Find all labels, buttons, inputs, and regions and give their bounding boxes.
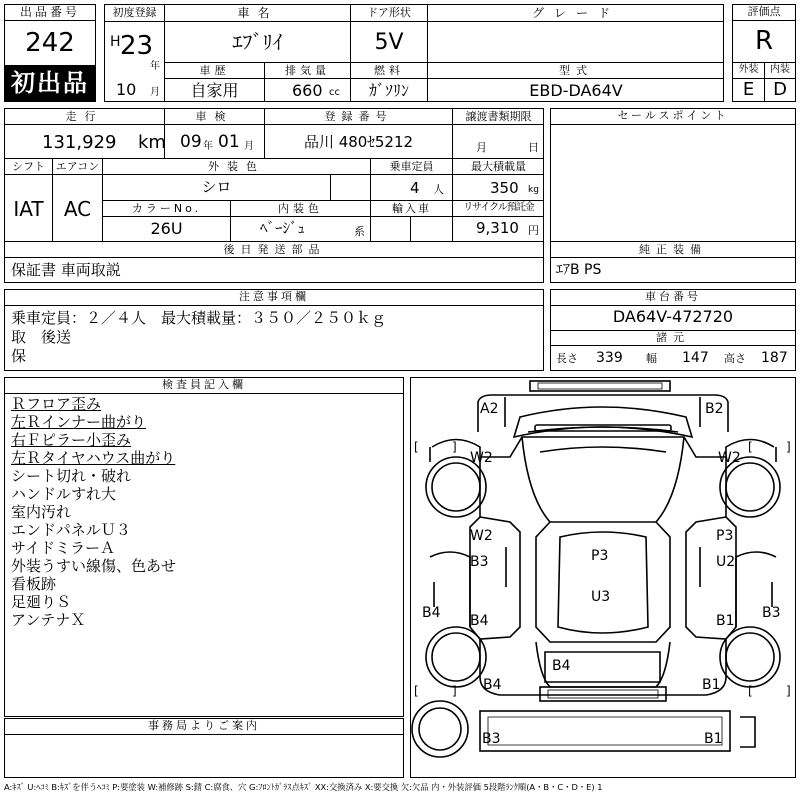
ext-color-label: 外装色 — [208, 160, 265, 173]
inspection-year-unit: 年 — [203, 141, 213, 152]
genuine-equipment-value: ｴｱB PS — [556, 262, 602, 278]
max-load-value: 350 — [490, 179, 519, 197]
notes-line: 保 — [11, 347, 27, 365]
history-label: 車歴 — [199, 64, 230, 77]
notes-label: 注意事項欄 — [5, 290, 543, 306]
inspection-label: 車検 — [195, 110, 234, 123]
notes-line: 取 後送 — [11, 328, 72, 346]
inspector-line: 看板跡 — [11, 575, 57, 593]
int-color-suffix: 系 — [354, 225, 365, 238]
color-no-value: 26U — [150, 219, 183, 238]
recycle-label: リサイクル預託金 — [463, 202, 534, 213]
inspection-month: 01 — [218, 132, 240, 152]
reg-year-unit: 年 — [150, 61, 160, 72]
mark-b3-left-door: B3 — [470, 554, 489, 570]
height-value: 187 — [761, 350, 788, 366]
mark-u2-right-door: U2 — [716, 554, 736, 570]
grade-label: グレード — [531, 6, 620, 20]
interior-score: D — [773, 79, 787, 100]
exterior-score: E — [742, 79, 755, 100]
inspector-line: ハンドルすれ大 — [11, 485, 117, 503]
height-label: 高さ — [724, 352, 746, 365]
mark-u3-center: U3 — [591, 589, 611, 605]
mark-b4-rear: B4 — [552, 658, 571, 674]
inspector-line: 足廻りＳ — [11, 593, 72, 611]
inspector-line: 外装うすい線傷、色あせ — [11, 557, 177, 575]
later-parts-label: 後日発送部品 — [223, 243, 326, 256]
mark-b3-bottom: B3 — [482, 731, 501, 747]
lot-label: 出品番号 — [5, 5, 95, 21]
max-load-unit: kg — [528, 185, 539, 195]
max-load-label: 最大積載量 — [471, 160, 526, 173]
shift-value: IAT — [13, 197, 44, 221]
displacement-value: 660 — [292, 81, 323, 100]
inspector-line: Ｒフロア歪み — [11, 395, 102, 413]
bracket: [ — [414, 684, 419, 698]
import-label: 輸入車 — [392, 202, 431, 215]
notes-line: 乗車定員：２／４人 最大積載量：３５０／２５０ｋｇ — [11, 309, 387, 327]
specs-label: 諸元 — [656, 331, 690, 344]
width-value: 147 — [682, 350, 709, 366]
fuel-value: ｶﾞｿﾘﾝ — [368, 81, 409, 100]
capacity-value: 4 — [410, 179, 420, 197]
bracket: ] — [786, 440, 791, 454]
inspector-label: 検査員記入欄 — [5, 378, 403, 394]
mark-p3-right-door: P3 — [716, 528, 734, 544]
door-value: 5V — [374, 30, 404, 55]
inspector-line: シート切れ・破れ — [11, 467, 132, 485]
reg-month: 10 — [116, 80, 137, 99]
first-reg-label: 初度登録 — [112, 6, 157, 19]
lot-number: 242 — [25, 28, 75, 58]
mark-p3-center: P3 — [591, 548, 609, 564]
interior-label: 内装 — [770, 64, 790, 75]
ac-value: AC — [63, 197, 92, 221]
model-value: EBD-DA64V — [529, 81, 623, 100]
bracket: ] — [452, 684, 457, 698]
inspector-line: 室内汚れ — [11, 503, 72, 521]
sales-point-label: セールスポイント — [551, 109, 795, 125]
bracket: ] — [786, 684, 791, 698]
color-no-label: カラーNo. — [131, 202, 202, 215]
era: H — [110, 34, 121, 50]
int-color-value: ﾍﾞｰｼﾞｭ — [260, 219, 306, 237]
car-name: ｴﾌﾞﾘｲ — [232, 30, 283, 54]
int-color-label: 内装色 — [278, 202, 323, 215]
inspection-year: 09 — [180, 132, 202, 152]
reg-number: 品川 480ｾ5212 — [303, 133, 414, 151]
car-name-label: 車名 — [237, 6, 278, 20]
inspector-line: 右Ｆピラー小歪み — [11, 431, 132, 449]
mileage-value: 131,929 — [42, 132, 117, 153]
mark-a2: A2 — [480, 401, 499, 417]
mark-b1-right-door: B1 — [716, 613, 735, 629]
legend: A:ｷｽﾞ U:ﾍｺﾐ B:ｷｽﾞを伴うﾍｺﾐ P:要塗装 W:補修跡 S:錆 C:腐食、穴 G:ﾌﾛﾝﾄｶﾞﾗｽ点ｷｽﾞ XX:交換済み X:要交換 欠:欠品 内・外装評価 5段階ﾗﾝｸ順(A・B・C・D・E) 1 — [4, 782, 603, 792]
length-label: 長さ — [556, 352, 578, 365]
mark-w2-left: W2 — [470, 450, 493, 466]
exterior-label: 外装 — [738, 64, 759, 75]
mileage-label: 走行 — [65, 110, 104, 123]
recycle-value: 9,310 — [476, 219, 519, 237]
displacement-label: 排気量 — [285, 64, 330, 77]
inspector-line: 左Ｒインナー曲がり — [11, 413, 147, 431]
length-value: 339 — [596, 350, 623, 366]
recycle-unit: 円 — [528, 224, 539, 237]
mark-w2-left-door: W2 — [470, 528, 493, 544]
mileage-unit: km — [138, 132, 166, 153]
inspector-line: エンドパネルＵ３ — [11, 521, 131, 539]
inspector-line: アンテナＸ — [11, 611, 86, 629]
bracket: [ — [748, 440, 753, 454]
first-listing-badge: 初出品 — [5, 65, 95, 101]
bracket: ] — [452, 440, 457, 454]
model-label: 型式 — [559, 64, 593, 77]
chassis-label: 車台番号 — [551, 290, 795, 306]
transfer-month-unit: 月 — [476, 141, 487, 154]
bracket: [ — [414, 440, 419, 454]
ac-label: エアコン — [55, 160, 100, 173]
later-parts-value: 保証書 車両取説 — [11, 261, 121, 279]
mark-b4-left: B4 — [422, 605, 441, 621]
mark-b2: B2 — [705, 401, 724, 417]
ext-color-value: シロ — [201, 178, 232, 196]
reg-year: 23 — [120, 31, 154, 61]
mark-b4-rear-left: B4 — [483, 677, 502, 693]
inspection-month-unit: 月 — [244, 141, 254, 152]
mark-b4-left-door: B4 — [470, 613, 489, 629]
transfer-deadline-label: 譲渡書類期限 — [465, 110, 532, 123]
displacement-unit: cc — [329, 87, 340, 98]
width-label: 幅 — [646, 352, 657, 365]
score-value: R — [754, 26, 774, 56]
car-damage-diagram — [410, 377, 796, 778]
inspector-line: 左Ｒタイヤハウス曲がり — [11, 449, 176, 467]
mark-b1-rear-right: B1 — [702, 677, 721, 693]
score-label: 評価点 — [733, 5, 795, 21]
reg-number-label: 登録番号 — [324, 110, 393, 123]
capacity-unit: 人 — [433, 183, 444, 196]
genuine-equipment-label: 純正装備 — [639, 243, 707, 256]
bracket: [ — [748, 684, 753, 698]
office-label: 事務局よりご案内 — [5, 719, 403, 735]
chassis-number: DA64V-472720 — [612, 307, 734, 326]
door-label: ドア形状 — [367, 6, 411, 19]
mark-b1-bottom: B1 — [704, 731, 723, 747]
transfer-day-unit: 日 — [528, 141, 539, 154]
history-value: 自家用 — [190, 81, 239, 100]
capacity-label: 乗車定員 — [389, 160, 434, 173]
inspector-line: サイドミラーＡ — [11, 539, 115, 557]
shift-label: シフト — [12, 160, 45, 173]
mark-w2-right: W2 — [718, 450, 741, 466]
reg-month-unit: 月 — [150, 87, 160, 98]
fuel-label: 燃料 — [374, 64, 404, 77]
mark-b3-right: B3 — [762, 605, 781, 621]
